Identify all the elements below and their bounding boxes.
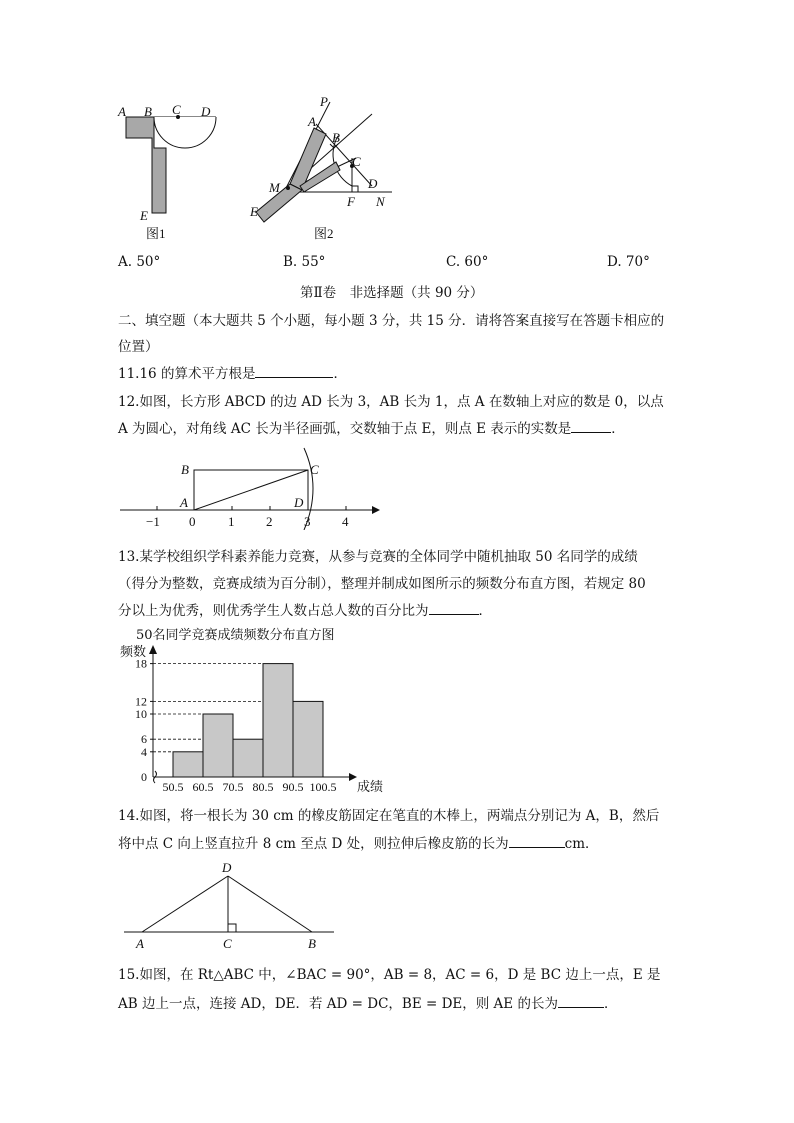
chart-bar — [173, 752, 203, 777]
q15-line2-text: AB 边上一点，连接 AD，DE．若 AD = DC，BE = DE，则 AE 的长为 — [118, 996, 558, 1012]
chart-ytick-label: 10 — [135, 707, 147, 721]
chart-ytick-label: 4 — [141, 744, 147, 759]
fig2-label-p: P — [320, 94, 328, 109]
chart-ylabel: 频数 — [120, 644, 147, 659]
chart-title: 50名同学竞赛成绩频数分布直方图 — [136, 628, 335, 643]
fig1-label-c: C — [172, 102, 181, 117]
fig2-label-m: M — [269, 180, 280, 195]
chart-ytick-label: 6 — [141, 732, 147, 747]
fig1-label-d: D — [201, 104, 211, 119]
q14-triangle-figure — [122, 856, 342, 952]
q12-line2-text: A 为圆心，对角线 AC 长为半径画弧，交数轴于点 E，则点 E 表示的实数是 — [118, 421, 572, 437]
fig1-caption: 图1 — [146, 226, 166, 241]
option-b: B. 55° — [283, 254, 326, 270]
q13-line1: 13.某学校组织学科素养能力竞赛，从参与竞赛的全体同学中随机抽取 50 名同学的成绩 — [118, 549, 638, 565]
q11-answer-blank — [255, 364, 333, 379]
option-d: D. 70° — [607, 254, 650, 270]
chart-xtick-label: 80.5 — [252, 780, 274, 794]
figure-2 — [244, 94, 394, 244]
chart-xtick-label: 50.5 — [162, 780, 184, 794]
q12-end: ． — [611, 421, 625, 437]
chart-bar — [263, 664, 293, 777]
fig2-label-c: C — [352, 154, 361, 169]
q13-answer-blank — [429, 601, 479, 616]
q14-label-c: C — [223, 936, 232, 951]
q13-line2: （得分为整数，竞赛成绩为百分制），整理并制成如图所示的频数分布直方图，若规定 80 — [118, 576, 646, 592]
chart-bar — [293, 701, 323, 777]
q14-end: cm． — [564, 836, 599, 852]
q12-number-line-figure — [118, 440, 380, 530]
q13-line3-text: 分以上为优秀，则优秀学生人数占总人数的百分比为 — [118, 603, 429, 619]
chart-xtick-label: 90.5 — [282, 780, 304, 794]
fig2-label-d: D — [368, 176, 378, 191]
q14-label-b: B — [308, 936, 316, 951]
question-11 — [118, 362, 347, 382]
option-a: A. 50° — [118, 254, 161, 270]
q12-tick-2: 2 — [266, 514, 273, 529]
section-title: 第Ⅱ卷 非选择题（共 90 分） — [300, 285, 484, 301]
option-c: C. 60° — [446, 254, 489, 270]
fig2-label-a: A — [308, 114, 316, 129]
q14-line2 — [118, 832, 599, 852]
section-intro-line1: 二、填空题（本大题共 5 个小题，每小题 3 分，共 15 分．请将答案直接写在答题卡相应的 — [118, 313, 665, 329]
q14-line1: 14.如图，将一根长为 30 cm 的橡皮筋固定在笔直的木棒上，两端点分别记为 A，B，然后 — [118, 808, 660, 824]
fig1-label-a: A — [118, 104, 126, 119]
q13-line3 — [118, 599, 492, 619]
q15-answer-blank — [558, 994, 604, 1009]
chart-xlabel: 成绩 — [357, 779, 384, 794]
fig2-label-n: N — [376, 194, 385, 209]
chart-xtick-label: 60.5 — [192, 780, 214, 794]
q12-line1: 12.如图，长方形 ABCD 的边 AD 长为 3，AB 长为 1，点 A 在数轴上对应的数是 0，以点 — [118, 394, 664, 410]
fig2-label-f: F — [347, 194, 355, 209]
q12-tick-0: 0 — [189, 514, 196, 529]
chart-ytick-label: 18 — [135, 656, 147, 671]
fig1-label-b: B — [144, 104, 152, 119]
fig2-label-b: B — [332, 130, 340, 145]
q12-label-a: A — [180, 495, 188, 510]
q14-label-d: D — [222, 860, 232, 875]
q12-label-b: B — [181, 462, 189, 477]
q12-line2 — [118, 417, 625, 437]
q15-line1: 15.如图，在 Rt△ABC 中，∠BAC = 90°，AB = 8，AC = 6，D 是 BC 边上一点，E 是 — [118, 967, 661, 983]
q13-end: ． — [478, 603, 492, 619]
chart-bar — [233, 739, 263, 777]
chart-xtick-label: 70.5 — [222, 780, 244, 794]
q14-label-a: A — [136, 936, 144, 951]
chart-ytick-label: 0 — [141, 770, 147, 784]
fig1-label-e: E — [140, 208, 148, 223]
histogram-chart — [115, 640, 390, 795]
q15-end: ． — [603, 996, 618, 1012]
q12-tick-1: 1 — [228, 514, 235, 529]
fig2-caption: 图2 — [314, 226, 334, 241]
chart-xtick-label: 100.5 — [309, 780, 337, 794]
q14-answer-blank — [509, 834, 565, 849]
q15-line2 — [118, 992, 617, 1012]
chart-ytick-label: 12 — [135, 694, 147, 709]
q12-label-c: C — [310, 462, 319, 477]
q12-tick-3: 3 — [304, 514, 311, 529]
chart-bar — [203, 714, 233, 777]
section-intro-line2: 位置） — [118, 339, 159, 355]
q14-line2-text: 将中点 C 向上竖直拉升 8 cm 至点 D 处，则拉伸后橡皮筋的长为 — [118, 836, 509, 852]
q12-tick-4: 4 — [342, 514, 349, 529]
q12-label-d: D — [294, 495, 304, 510]
q11-end: ． — [333, 366, 347, 382]
q12-answer-blank — [571, 419, 611, 434]
q12-tick-neg1: −1 — [146, 514, 160, 529]
q11-text: 11.16 的算术平方根是 — [118, 366, 256, 382]
figure-1 — [112, 98, 222, 243]
fig2-label-e: E — [250, 204, 258, 219]
